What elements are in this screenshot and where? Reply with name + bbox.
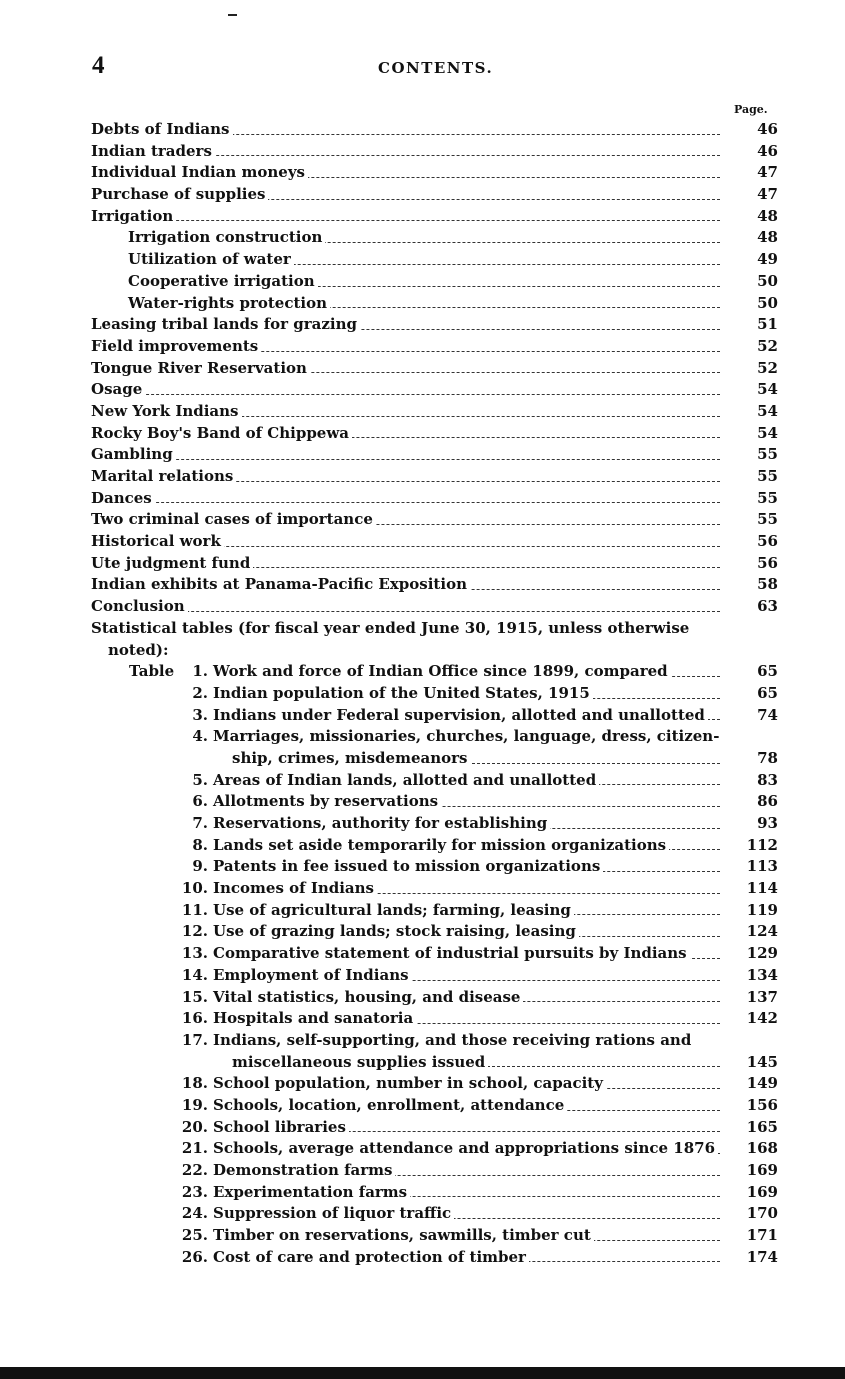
entry-text: New York Indians bbox=[91, 402, 242, 420]
table-page: 169 bbox=[746, 1182, 778, 1201]
entry-label bbox=[91, 379, 145, 401]
entry-page: 46 bbox=[757, 120, 778, 138]
entry-text: Irrigation bbox=[91, 207, 176, 225]
table-text: Vital statistics, housing, and disease bbox=[213, 988, 523, 1006]
table-entry bbox=[0, 1117, 845, 1139]
entry-text: Individual Indian moneys bbox=[91, 163, 308, 181]
toc-entry bbox=[0, 509, 845, 531]
toc-entry bbox=[0, 293, 845, 315]
table-text: Patents in fee issued to mission organizations bbox=[213, 857, 603, 875]
table-text: ship, crimes, misdemeanors bbox=[232, 749, 470, 767]
table-label bbox=[213, 813, 550, 835]
table-number: 16. bbox=[181, 1009, 208, 1028]
table-entry bbox=[0, 1073, 845, 1095]
entry-text: Purchase of supplies bbox=[91, 185, 268, 203]
table-label bbox=[213, 1138, 718, 1160]
dot-leader bbox=[91, 488, 720, 510]
entry-page: 52 bbox=[757, 358, 778, 377]
toc-entry bbox=[0, 488, 845, 510]
table-label bbox=[213, 1182, 410, 1204]
table-entry bbox=[0, 856, 845, 878]
table-text: Suppression of liquor traffic bbox=[213, 1204, 454, 1222]
table-number: 12. bbox=[181, 922, 208, 941]
entry-text: Osage bbox=[91, 380, 145, 398]
stat-heading bbox=[0, 618, 845, 640]
table-number: 8. bbox=[192, 835, 208, 854]
table-text: Indian population of the United States, 1915 bbox=[213, 684, 593, 702]
table-number: 22. bbox=[181, 1161, 208, 1179]
table-number: 14. bbox=[181, 965, 208, 984]
table-entry bbox=[0, 987, 845, 1009]
entry-page: 56 bbox=[757, 553, 778, 572]
table-label bbox=[213, 1030, 694, 1052]
entry-text: Ute judgment fund bbox=[91, 554, 253, 572]
table-text: Indians, self-supporting, and those receiving rations and bbox=[213, 1031, 694, 1049]
entry-text: Water-rights protection bbox=[128, 294, 330, 312]
entry-page: 50 bbox=[757, 271, 778, 290]
toc-entry bbox=[0, 574, 845, 596]
table-text: Demonstration farms bbox=[213, 1161, 395, 1179]
table-number: 23. bbox=[181, 1182, 208, 1201]
table-label bbox=[213, 661, 671, 683]
table-page: 142 bbox=[746, 1009, 778, 1028]
table-text: miscellaneous supplies issued bbox=[232, 1053, 488, 1071]
table-label bbox=[213, 1160, 395, 1182]
table-page: 169 bbox=[746, 1161, 778, 1179]
table-label bbox=[213, 965, 412, 987]
table-page: 137 bbox=[746, 987, 778, 1006]
table-label bbox=[213, 1247, 529, 1269]
table-number: 21. bbox=[181, 1139, 208, 1158]
toc-entry bbox=[0, 271, 845, 293]
table-number: 11. bbox=[181, 900, 208, 919]
table-entry bbox=[0, 683, 845, 705]
table-entry bbox=[0, 705, 845, 727]
table-text: Comparative statement of industrial pursuits by Indians bbox=[213, 944, 690, 962]
table-entry bbox=[0, 661, 845, 683]
table-entry bbox=[0, 900, 845, 922]
entry-text: Marital relations bbox=[91, 467, 236, 485]
page-edge bbox=[0, 1367, 845, 1379]
entry-label bbox=[91, 466, 236, 488]
table-label bbox=[213, 856, 603, 878]
entry-text: Irrigation construction bbox=[128, 228, 325, 246]
table-entry bbox=[0, 1247, 845, 1269]
table-text: Employment of Indians bbox=[213, 966, 412, 984]
toc-entry bbox=[0, 336, 845, 358]
stat-heading-cont bbox=[0, 640, 845, 662]
entry-text: Gambling bbox=[91, 445, 176, 463]
table-label bbox=[213, 878, 377, 900]
table-entry bbox=[0, 1182, 845, 1204]
table-text: Lands set aside temporarily for mission organizations bbox=[213, 836, 669, 854]
table-number: 18. bbox=[181, 1074, 208, 1093]
entry-page: 55 bbox=[757, 488, 778, 507]
entry-page: 58 bbox=[757, 575, 778, 594]
table-number: 5. bbox=[192, 770, 208, 789]
toc-entry bbox=[0, 249, 845, 271]
table-entry bbox=[0, 921, 845, 943]
table-text: School libraries bbox=[213, 1118, 349, 1136]
table-text: Experimentation farms bbox=[213, 1183, 410, 1201]
page-title: CONTENTS. bbox=[378, 59, 494, 77]
entry-label bbox=[91, 184, 268, 206]
table-text: Use of agricultural lands; farming, leasing bbox=[213, 901, 574, 919]
dot-leader bbox=[91, 444, 720, 466]
entry-label bbox=[91, 596, 188, 618]
page-number: 4 bbox=[92, 52, 105, 79]
page-column-label: Page. bbox=[734, 103, 768, 116]
table-text: Incomes of Indians bbox=[213, 879, 377, 897]
entry-label bbox=[91, 336, 261, 358]
entry-page: 47 bbox=[757, 163, 778, 182]
entry-text: Utilization of water bbox=[128, 250, 294, 268]
table-number: 10. bbox=[181, 879, 208, 898]
entry-label bbox=[91, 574, 470, 596]
table-page: 113 bbox=[746, 857, 778, 876]
entry-text: Dances bbox=[91, 489, 155, 507]
entry-page: 55 bbox=[757, 467, 778, 485]
toc-entry bbox=[0, 423, 845, 445]
entry-label bbox=[91, 119, 233, 141]
entry-page: 47 bbox=[757, 185, 778, 204]
toc-entry bbox=[0, 444, 845, 466]
table-page: 174 bbox=[746, 1247, 778, 1266]
entry-label bbox=[91, 444, 176, 466]
table-page: 156 bbox=[746, 1095, 778, 1114]
entry-label bbox=[91, 488, 155, 510]
table-number: 6. bbox=[192, 792, 208, 811]
entry-page: 48 bbox=[757, 206, 778, 225]
table-number: 1. bbox=[192, 662, 208, 681]
table-text: Hospitals and sanatoria bbox=[213, 1009, 416, 1027]
table-page: 112 bbox=[746, 835, 778, 854]
table-entry bbox=[0, 726, 845, 748]
entry-label bbox=[91, 509, 376, 531]
table-page: 114 bbox=[746, 879, 778, 898]
entry-page: 49 bbox=[757, 250, 778, 269]
table-text: Marriages, missionaries, churches, language, dress, citizen- bbox=[213, 727, 722, 745]
table-word: Table bbox=[129, 662, 175, 681]
scan-mark bbox=[228, 14, 237, 16]
table-label bbox=[213, 987, 523, 1009]
toc-entry bbox=[0, 596, 845, 618]
table-entry bbox=[0, 1030, 845, 1052]
toc-entry bbox=[0, 141, 845, 163]
toc-entry bbox=[0, 379, 845, 401]
table-page: 119 bbox=[746, 900, 778, 919]
table-entry bbox=[0, 748, 845, 770]
toc-entry bbox=[0, 314, 845, 336]
table-number: 26. bbox=[181, 1247, 208, 1266]
table-entry bbox=[0, 1052, 845, 1074]
entry-text: Two criminal cases of importance bbox=[91, 510, 376, 528]
table-label bbox=[213, 1117, 349, 1139]
entry-page: 56 bbox=[757, 532, 778, 551]
table-number: 20. bbox=[181, 1117, 208, 1136]
entry-text: Cooperative irrigation bbox=[128, 272, 318, 290]
stat-heading-line2: noted): bbox=[108, 640, 169, 659]
table-entry bbox=[0, 835, 845, 857]
table-label bbox=[232, 1052, 488, 1074]
table-label bbox=[213, 835, 669, 857]
toc-entry bbox=[0, 358, 845, 380]
entry-page: 54 bbox=[757, 401, 778, 420]
table-page: 74 bbox=[757, 705, 778, 724]
entry-text: Rocky Boy's Band of Chippewa bbox=[91, 424, 352, 442]
table-entry bbox=[0, 813, 845, 835]
stat-heading-line1: Statistical tables (for fiscal year ended June 30, 1915, unless otherwise bbox=[91, 618, 690, 637]
entry-page: 63 bbox=[757, 597, 778, 616]
table-label bbox=[213, 1203, 454, 1225]
entry-label bbox=[91, 206, 176, 228]
table-entry bbox=[0, 791, 845, 813]
table-entry bbox=[0, 965, 845, 987]
entry-label bbox=[128, 271, 318, 293]
table-number: 15. bbox=[181, 987, 208, 1006]
table-page: 83 bbox=[757, 770, 778, 789]
table-entry bbox=[0, 1138, 845, 1160]
contents-list bbox=[0, 119, 845, 1268]
entry-text: Leasing tribal lands for grazing bbox=[91, 315, 360, 333]
entry-label bbox=[91, 423, 352, 445]
table-label bbox=[213, 943, 690, 965]
table-label bbox=[213, 770, 599, 792]
entry-label bbox=[91, 358, 310, 380]
table-entry bbox=[0, 1008, 845, 1030]
table-entry bbox=[0, 943, 845, 965]
entry-page: 54 bbox=[757, 380, 778, 399]
entry-label bbox=[91, 141, 215, 163]
table-entry bbox=[0, 878, 845, 900]
table-page: 149 bbox=[746, 1074, 778, 1093]
table-entry bbox=[0, 770, 845, 792]
table-label bbox=[213, 900, 574, 922]
table-page: 65 bbox=[757, 662, 778, 681]
table-text: Reservations, authority for establishing bbox=[213, 814, 550, 832]
toc-entry bbox=[0, 466, 845, 488]
table-number: 17. bbox=[181, 1030, 208, 1049]
table-page: 145 bbox=[746, 1052, 778, 1071]
table-page: 93 bbox=[757, 814, 778, 832]
table-page: 129 bbox=[746, 944, 778, 963]
table-number: 13. bbox=[181, 944, 208, 963]
table-entry bbox=[0, 1225, 845, 1247]
entry-label bbox=[91, 401, 242, 423]
entry-page: 50 bbox=[757, 293, 778, 312]
table-label bbox=[213, 791, 441, 813]
table-label bbox=[213, 726, 722, 748]
table-label bbox=[213, 921, 579, 943]
dot-leader bbox=[91, 379, 720, 401]
entry-label bbox=[91, 553, 253, 575]
entry-text: Field improvements bbox=[91, 337, 261, 355]
entry-page: 48 bbox=[757, 228, 778, 247]
table-page: 170 bbox=[746, 1204, 778, 1223]
table-page: 86 bbox=[757, 792, 778, 811]
table-entry bbox=[0, 1095, 845, 1117]
dot-leader bbox=[91, 206, 720, 228]
table-label bbox=[213, 1095, 567, 1117]
table-page: 134 bbox=[746, 965, 778, 984]
entry-label bbox=[128, 249, 294, 271]
entry-page: 52 bbox=[757, 336, 778, 355]
table-number: 3. bbox=[192, 705, 208, 724]
table-label bbox=[213, 683, 593, 705]
toc-entry bbox=[0, 401, 845, 423]
table-text: Areas of Indian lands, allotted and unallotted bbox=[213, 771, 599, 789]
table-text: Schools, average attendance and appropriations since 1876 bbox=[213, 1139, 718, 1157]
table-text: Use of grazing lands; stock raising, leasing bbox=[213, 922, 579, 940]
entry-label bbox=[128, 293, 330, 315]
table-page: 165 bbox=[746, 1117, 778, 1136]
toc-entry bbox=[0, 119, 845, 141]
table-number: 9. bbox=[192, 857, 208, 876]
table-label bbox=[213, 1225, 594, 1247]
table-text: School population, number in school, capacity bbox=[213, 1074, 606, 1092]
entry-label bbox=[91, 314, 360, 336]
entry-text: Indian exhibits at Panama-Pacific Exposition bbox=[91, 575, 470, 593]
table-page: 124 bbox=[746, 922, 778, 941]
entry-text: Indian traders bbox=[91, 142, 215, 160]
table-label bbox=[213, 1073, 606, 1095]
table-page: 168 bbox=[746, 1139, 778, 1158]
table-entry bbox=[0, 1203, 845, 1225]
toc-entry bbox=[0, 553, 845, 575]
table-label bbox=[213, 705, 708, 727]
toc-entry bbox=[0, 531, 845, 553]
table-text: Indians under Federal supervision, allotted and unallotted bbox=[213, 706, 708, 724]
table-page: 65 bbox=[757, 683, 778, 702]
entry-label bbox=[128, 227, 325, 249]
toc-entry bbox=[0, 206, 845, 228]
table-number: 19. bbox=[181, 1095, 208, 1114]
toc-entry bbox=[0, 227, 845, 249]
entry-page: 55 bbox=[757, 445, 778, 464]
table-text: Timber on reservations, sawmills, timber cut bbox=[213, 1226, 594, 1244]
table-text: Work and force of Indian Office since 1899, compared bbox=[213, 662, 671, 680]
table-number: 7. bbox=[192, 814, 208, 832]
entry-text: Historical work bbox=[91, 532, 224, 550]
table-text: Allotments by reservations bbox=[213, 792, 441, 810]
toc-entry bbox=[0, 184, 845, 206]
table-page: 171 bbox=[746, 1226, 778, 1245]
entry-label bbox=[91, 531, 224, 553]
table-page: 78 bbox=[757, 748, 778, 767]
toc-entry bbox=[0, 162, 845, 184]
table-label bbox=[232, 748, 470, 770]
entry-page: 54 bbox=[757, 423, 778, 442]
table-number: 2. bbox=[192, 683, 208, 702]
table-entry bbox=[0, 1160, 845, 1182]
entry-page: 55 bbox=[757, 510, 778, 529]
entry-page: 46 bbox=[757, 141, 778, 160]
table-number: 4. bbox=[192, 727, 208, 746]
entry-text: Debts of Indians bbox=[91, 120, 233, 138]
table-number: 25. bbox=[181, 1226, 208, 1245]
table-label bbox=[213, 1008, 416, 1030]
table-text: Cost of care and protection of timber bbox=[213, 1248, 529, 1266]
table-number: 24. bbox=[181, 1204, 208, 1223]
entry-text: Conclusion bbox=[91, 597, 188, 615]
entry-label bbox=[91, 162, 308, 184]
table-text: Schools, location, enrollment, attendance bbox=[213, 1096, 567, 1114]
entry-text: Tongue River Reservation bbox=[91, 359, 310, 377]
entry-page: 51 bbox=[757, 315, 778, 334]
